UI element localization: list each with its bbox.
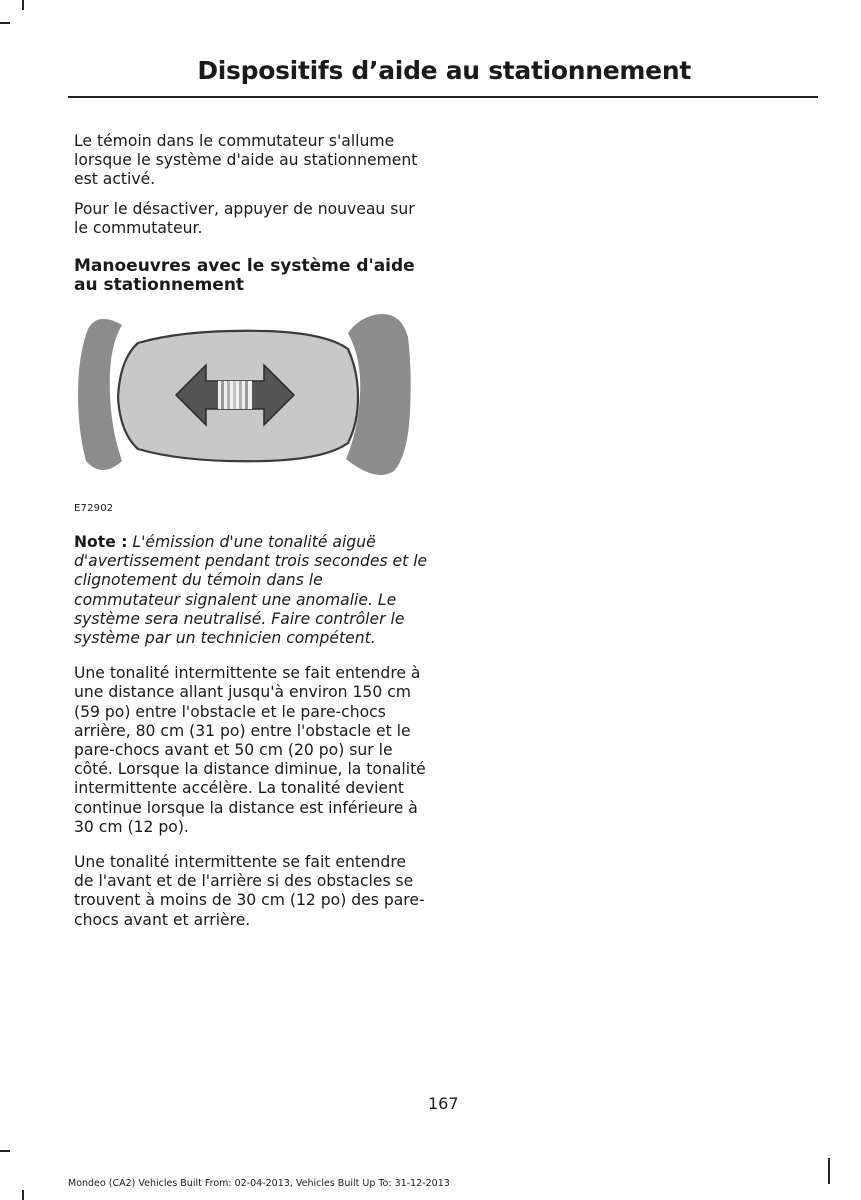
paragraph-distances: Une tonalité intermittente se fait entendre à une distance allant jusqu'à environ 150 cm (59 po) entre l'obstacle et le pare-chocs arrière, 80 cm (31 po) entre l'obstacle et le pare-chocs avant et 50 cm (20 po) sur le côté. Lorsque la distance diminue, la tonalité intermittente accélère. La tonalité devient continue lorsque la distance est inférieure à 30 cm (12 po).	[74, 664, 426, 836]
crop-mark-bottom-left-h	[0, 1150, 10, 1152]
note-text: L'émission d'une tonalité aiguë d'avertissement pendant trois secondes et le clignotement du témoin dans le commutateur signalent une anomalie. Le système sera neutralisé. Faire contrôler le système par un technicien compétent.	[74, 533, 428, 648]
main-column	[74, 132, 428, 940]
arrow-center-stripes	[218, 381, 252, 409]
crop-mark-top-left-h	[0, 22, 10, 24]
parking-diagram	[76, 311, 416, 481]
page-title: Dispositifs d’aide au stationnement	[197, 56, 691, 85]
page-number: 167	[428, 1094, 459, 1113]
footer-vehicle-info: Mondeo (CA2) Vehicles Built From: 02-04-2013, Vehicles Built Up To: 31-12-2013	[68, 1178, 450, 1189]
crop-mark-bottom-right-v	[828, 1158, 830, 1184]
note-label: Note :	[74, 533, 128, 552]
paragraph-indicator: Le témoin dans le commutateur s'allume lorsque le système d'aide au stationnement est activé.	[74, 132, 418, 189]
note-paragraph	[74, 533, 428, 648]
paragraph-deactivate: Pour le désactiver, appuyer de nouveau sur le commutateur.	[74, 199, 415, 237]
title-rule	[68, 96, 818, 98]
paragraph-front-rear: Une tonalité intermittente se fait entendre de l'avant et de l'arrière si des obstacles se trouvent à moins de 30 cm (12 po) des pare-chocs avant et arrière.	[74, 853, 425, 929]
section-heading: Manoeuvres avec le système d'aide au stationnement	[74, 256, 415, 296]
crop-mark-top-left-v	[22, 0, 24, 10]
figure-caption: E72902	[74, 503, 114, 515]
rear-obstacle-shape	[78, 319, 122, 470]
crop-mark-bottom-left-v	[22, 1190, 24, 1200]
